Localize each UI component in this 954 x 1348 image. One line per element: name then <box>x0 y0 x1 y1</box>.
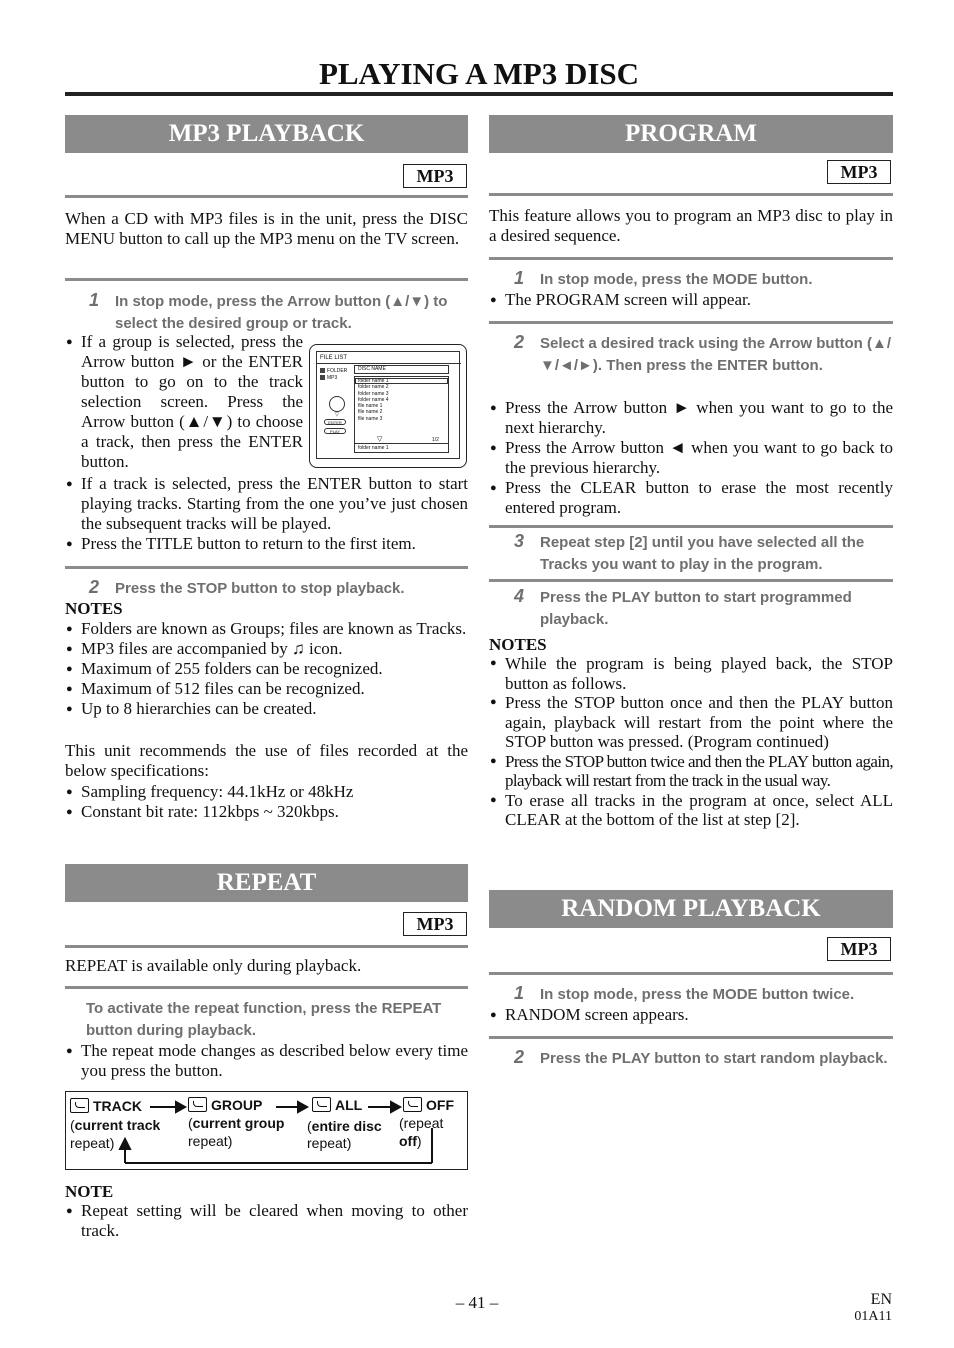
title-rule <box>65 92 893 96</box>
step-number: 1 <box>514 268 525 288</box>
step-number: 1 <box>514 983 525 1003</box>
mp3-intro: When a CD with MP3 files is in the unit, press the DISC MENU button to call up the MP3 menu on the TV screen. <box>65 209 468 248</box>
footer-code: 01A11 <box>854 1309 892 1324</box>
mp3-tag: MP3 <box>403 912 467 936</box>
random-step-1 <box>514 983 892 1006</box>
step-number: 3 <box>514 531 525 551</box>
list-item: folder name 4 <box>358 396 389 403</box>
step-text: In stop mode, press the Arrow button (▲/▼) to select the desired group or track. <box>115 293 448 332</box>
screen-list-box <box>354 376 449 453</box>
mode-name: TRACK <box>93 1098 142 1114</box>
section-rule <box>489 579 893 582</box>
repeat-bullet-list <box>65 1041 468 1081</box>
music-icon <box>320 375 325 380</box>
step-text: In stop mode, press the MODE button twice. <box>540 986 855 1003</box>
enter-button-icon: ENTER <box>324 419 346 425</box>
screen-folder: FOLDER <box>327 368 348 374</box>
section-rule <box>489 525 893 528</box>
step-text: Press the PLAY button to start programmed playback. <box>540 589 852 628</box>
program-notes-list <box>489 654 893 830</box>
step-text: Select a desired track using the Arrow button (▲/▼/◄/►). Then press the ENTER button. <box>540 335 892 374</box>
mode-desc-text: repeat <box>403 1115 444 1131</box>
list-item: ● While the program is being played back, the STOP button as follows. <box>489 654 893 693</box>
down-arrow-icon: ▽ <box>335 412 339 418</box>
step-text: Press the PLAY button to start random playback. <box>540 1050 888 1067</box>
repeat-mode-diagram <box>65 1091 468 1170</box>
page-title: PLAYING A MP3 DISC <box>318 56 640 91</box>
divider <box>317 363 461 364</box>
mode-desc-strong: off <box>399 1133 417 1149</box>
step-number: 1 <box>89 290 100 310</box>
section-rule <box>65 566 468 569</box>
list-item: ● Press the Arrow button ◄ when you want to go back to the previous hierarchy. <box>489 438 893 478</box>
section-rule <box>65 195 468 198</box>
footer-lang: EN <box>870 1291 892 1308</box>
list-item: folder name 1 <box>358 378 389 384</box>
list-item: ● Press the CLEAR button to erase the most recently entered program. <box>489 478 893 518</box>
mp3-bullet-list-a <box>65 332 303 472</box>
list-item: ● To erase all tracks in the program at once, select ALL CLEAR at the bottom of the list at step [2]. <box>489 791 893 830</box>
list-item: ● Press the STOP button twice and then the PLAY button again, playback will restart from the track in the usual way. <box>489 752 893 791</box>
list-item: ● If a group is selected, press the Arrow button ► or the ENTER button to go on to the track selection screen. Press the Arrow button (▲/▼) to choose a track, then press the ENTER button. <box>65 332 303 472</box>
program-heading: PROGRAM <box>489 115 893 153</box>
list-item: file name 1 <box>358 403 383 410</box>
list-item: ● If a track is selected, press the ENTER button to start playing tracks. Starting from the one you’ve just chosen the subsequent tracks will be played. <box>65 474 468 534</box>
mode-name: ALL <box>335 1097 363 1113</box>
list-item: file name 2 <box>358 409 383 416</box>
tv-screen-illustration <box>309 344 467 468</box>
mp3-recommend: This unit recommends the use of files recorded at the below specifications: <box>65 741 468 780</box>
mp3-step-1 <box>89 290 470 335</box>
play-button-icon: PLAY <box>324 428 346 434</box>
mode-name: GROUP <box>211 1097 263 1113</box>
divider <box>355 443 448 444</box>
program-step-2 <box>514 332 892 377</box>
list-item: ● Sampling frequency: 44.1kHz or 48kHz <box>65 782 468 802</box>
mode-desc-strong: entire disc <box>311 1118 382 1134</box>
mode-desc: (entire disc <box>307 1118 382 1134</box>
program-step-2-list <box>489 398 893 518</box>
list-item: ● The PROGRAM screen will appear. <box>489 290 893 310</box>
section-rule <box>489 257 893 260</box>
program-notes-heading: NOTES <box>489 635 547 654</box>
random-heading: RANDOM PLAYBACK <box>489 890 893 928</box>
mode-desc-strong: current track <box>74 1117 161 1133</box>
program-step-1 <box>514 268 892 291</box>
section-rule <box>65 945 468 948</box>
step-number: 2 <box>89 577 100 597</box>
list-item: ● Press the Arrow button ► when you want to go to the next hierarchy. <box>489 398 893 438</box>
step-number: 4 <box>514 586 525 606</box>
random-step-1-list <box>489 1005 893 1025</box>
section-rule <box>489 1036 893 1039</box>
arrow-pad-icon <box>329 396 345 412</box>
step-number: 2 <box>514 332 525 352</box>
list-item: ● Constant bit rate: 112kbps ~ 320kbps. <box>65 802 468 822</box>
screen-mp3: MP3 <box>327 375 338 381</box>
mp3-tag: MP3 <box>403 164 467 188</box>
step-number: 2 <box>514 1047 525 1067</box>
list-item: ● RANDOM screen appears. <box>489 1005 893 1025</box>
list-item: folder name 2 <box>358 384 389 391</box>
repeat-note-list <box>65 1201 468 1241</box>
screen-bottom-item: folder name 1 <box>358 445 389 451</box>
list-item: ● MP3 files are accompanied by ♫ icon. <box>65 639 468 659</box>
mode-desc: (current group <box>188 1115 285 1131</box>
step-text: Repeat step [2] until you have selected all the Tracks you want to play in the program. <box>540 534 865 573</box>
program-step-4 <box>514 586 892 631</box>
folder-icon <box>320 368 325 373</box>
mode-desc-2: repeat) <box>307 1135 352 1151</box>
step-text: Press the STOP button to stop playback. <box>115 580 405 597</box>
section-rule <box>489 193 893 196</box>
repeat-intro: REPEAT is available only during playback. <box>65 956 362 975</box>
mode-desc: (current track <box>70 1117 161 1133</box>
screen-file-list: FILE LIST <box>320 355 348 361</box>
mode-desc-2: repeat) <box>70 1135 115 1151</box>
section-rule <box>489 321 893 324</box>
list-item: ● Maximum of 255 folders can be recognized. <box>65 659 468 679</box>
program-step-1-list <box>489 290 893 310</box>
list-item: ● Up to 8 hierarchies can be created. <box>65 699 468 719</box>
mp3-tag: MP3 <box>827 160 891 184</box>
screen-page: 1/2 <box>432 437 439 443</box>
screen-disc-name: DISC NAME <box>354 365 449 374</box>
list-item: ● Repeat setting will be cleared when moving to other track. <box>65 1201 468 1241</box>
section-rule <box>489 972 893 975</box>
program-step-3 <box>514 531 892 576</box>
mp3-tag: MP3 <box>827 937 891 961</box>
mp3-playback-heading: MP3 PLAYBACK <box>65 115 468 153</box>
mode-desc: (repeat off) <box>399 1115 444 1149</box>
list-item: ● Folders are known as Groups; files are known as Tracks. <box>65 619 468 639</box>
random-step-2 <box>514 1047 892 1070</box>
screen-inner <box>316 351 460 459</box>
list-item: file name 3 <box>358 415 383 422</box>
mode-desc-2: repeat) <box>188 1133 233 1149</box>
section-rule <box>65 278 468 281</box>
list-item: ● Press the TITLE button to return to the first item. <box>65 534 468 554</box>
list-item: ● Press the STOP button once and then the PLAY button again, playback will restart from the point where the STOP button was pressed. (Program continued) <box>489 693 893 752</box>
down-arrow-icon: ▽ <box>377 436 383 443</box>
repeat-instruction: To activate the repeat function, press the REPEAT button during playback. <box>86 1000 442 1039</box>
list-item: ● The repeat mode changes as described below every time you press the button. <box>65 1041 468 1081</box>
mp3-step-2 <box>89 577 470 600</box>
screen-items <box>358 378 389 422</box>
repeat-note-heading: NOTE <box>65 1182 114 1201</box>
list-item: ● Maximum of 512 files can be recognized. <box>65 679 468 699</box>
repeat-flow-arrows <box>66 1092 467 1169</box>
mp3-bullet-list-b <box>65 474 468 554</box>
mode-name: OFF <box>426 1097 454 1113</box>
mode-desc-strong: current group <box>192 1115 285 1131</box>
step-text: In stop mode, press the MODE button. <box>540 271 813 288</box>
mp3-notes-heading: NOTES <box>65 599 123 618</box>
section-rule <box>65 986 468 989</box>
program-intro: This feature allows you to program an MP3 disc to play in a desired sequence. <box>489 206 893 245</box>
mp3-notes-list <box>65 619 468 719</box>
repeat-heading: REPEAT <box>65 864 468 902</box>
page-number: – 41 – <box>455 1293 499 1312</box>
list-item: folder name 3 <box>358 390 389 397</box>
mp3-specs-list <box>65 782 468 822</box>
